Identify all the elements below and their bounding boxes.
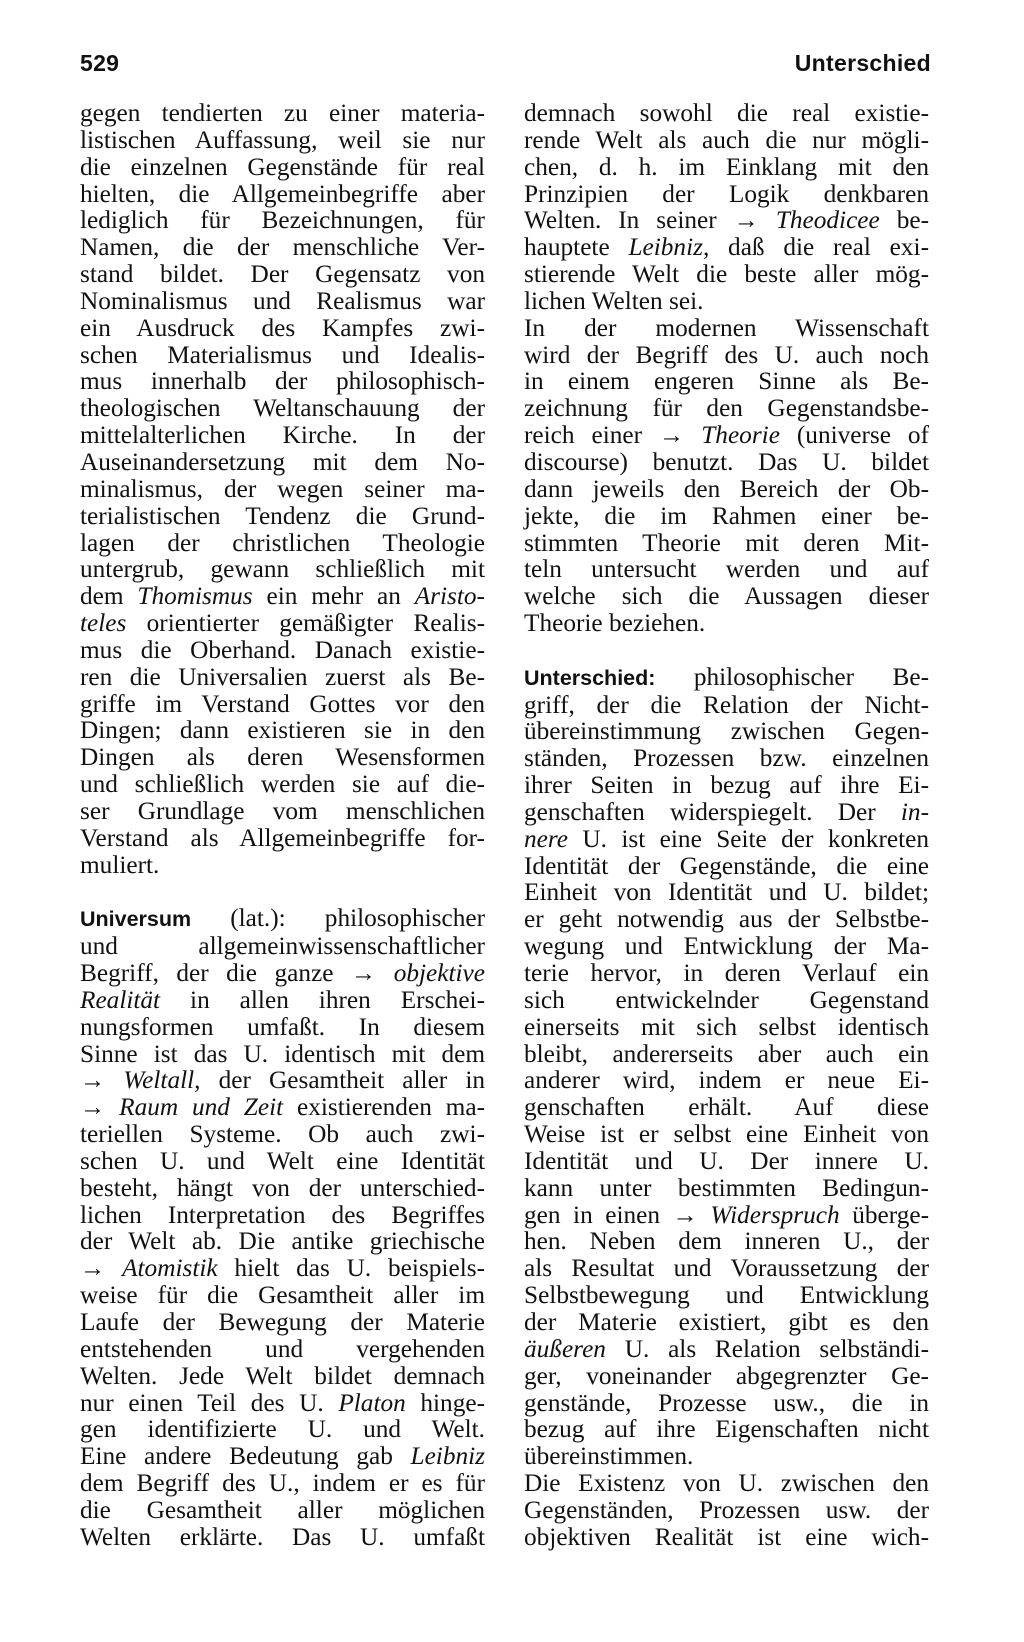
text-fragment: die Gesamtheit aller möglichen	[80, 1495, 485, 1524]
text-fragment: Nominalismus und Realismus war	[80, 286, 485, 315]
cross-reference-term: Theodicee	[775, 206, 880, 235]
text-line	[524, 100, 929, 127]
text-line	[524, 476, 929, 503]
text-fragment: überge-	[839, 1200, 930, 1229]
text-fragment: Weise ist er selbst eine Einheit von	[524, 1120, 929, 1149]
text-line	[80, 744, 485, 771]
text-line	[80, 261, 485, 288]
text-fragment: dem Begriff des U., indem er es für	[80, 1469, 485, 1498]
text-fragment: Die Existenz von U. zwischen den	[524, 1469, 929, 1498]
text-line	[524, 395, 929, 422]
text-fragment: nungsformen umfaßt. In diesem	[80, 1012, 485, 1041]
page-number: 529	[80, 50, 120, 76]
text-fragment: Einheit von Identität und U. bildet;	[524, 878, 929, 907]
text-fragment: kann unter bestimmten Bedingun-	[524, 1173, 929, 1202]
text-line	[524, 1175, 929, 1202]
text-fragment: Selbstbewegung und Entwicklung	[524, 1281, 929, 1310]
text-line	[80, 1228, 485, 1255]
text-line	[80, 395, 485, 422]
text-fragment: in allen ihren Erschei-	[160, 985, 485, 1014]
text-line	[80, 1524, 485, 1551]
cross-reference-term: objektive	[393, 959, 485, 987]
text-line	[80, 368, 485, 395]
paragraph-gap	[80, 878, 485, 905]
text-line	[524, 368, 929, 395]
text-fragment: Theorie beziehen.	[524, 609, 706, 638]
text-fragment: die einzelnen Gegenstände für real	[80, 152, 485, 181]
text-line	[524, 1524, 929, 1551]
text-line	[524, 127, 929, 154]
text-line	[524, 530, 929, 557]
text-line	[80, 181, 485, 208]
text-line	[524, 772, 929, 799]
text-line	[80, 664, 485, 691]
text-fragment: gen identifizierte U. und Welt.	[80, 1415, 485, 1444]
text-fragment: Gegenständen, Prozessen usw. der	[524, 1495, 929, 1524]
text-line	[524, 1228, 929, 1255]
text-line	[80, 1094, 485, 1121]
text-line	[80, 1443, 485, 1470]
cross-reference-term: Leibniz	[410, 1442, 485, 1471]
text-line	[80, 530, 485, 557]
text-fragment: Sinne ist das U. identisch mit dem	[80, 1039, 485, 1068]
text-line	[80, 1175, 485, 1202]
text-line	[80, 1336, 485, 1363]
text-fragment: mus innerhalb der philosophisch-	[80, 367, 485, 396]
text-line	[524, 207, 929, 234]
text-line	[80, 449, 485, 476]
text-line	[524, 879, 929, 906]
text-fragment: U. als Relation selbständi-	[605, 1334, 929, 1363]
text-fragment: Dingen als deren Wesensformen	[80, 743, 485, 772]
text-fragment: Auseinandersetzung mit dem No-	[80, 447, 485, 476]
text-fragment: griffe im Verstand Gottes vor den	[80, 689, 485, 718]
text-line	[524, 1282, 929, 1309]
text-fragment: In der modernen Wissenschaft	[524, 313, 929, 342]
cross-reference-term: Aristo-	[414, 582, 485, 611]
text-fragment: ihrer Seiten in bezug auf ihre Ei-	[524, 771, 929, 800]
text-line	[524, 288, 929, 315]
text-line	[80, 100, 485, 127]
text-fragment: gen in einen →	[524, 1200, 711, 1229]
text-line	[80, 960, 485, 987]
text-fragment: stand bildet. Der Gegensatz von	[80, 260, 485, 289]
text-fragment: theologischen Weltanschauung der	[80, 394, 485, 423]
text-line	[524, 960, 929, 987]
text-line	[80, 556, 485, 583]
text-fragment: ser Grundlage vom menschlichen	[80, 796, 485, 825]
text-fragment: Laufe der Bewegung der Materie	[80, 1307, 485, 1336]
text-line	[80, 987, 485, 1014]
text-line	[524, 503, 929, 530]
text-line	[80, 1121, 485, 1148]
text-fragment: wird der Begriff des U. auch noch	[524, 340, 929, 369]
text-fragment: U. ist eine Seite der konkreten	[568, 824, 929, 853]
text-fragment: bezug auf ihre Eigenschaften nicht	[524, 1415, 929, 1444]
text-line	[80, 315, 485, 342]
text-fragment: sich entwickelnder Gegenstand	[524, 985, 929, 1014]
text-line	[80, 852, 485, 879]
text-fragment: →	[80, 1093, 120, 1122]
text-fragment: minalismus, der wegen seiner ma-	[80, 474, 485, 503]
text-line	[524, 1443, 929, 1470]
text-line	[524, 987, 929, 1014]
text-fragment: terie hervor, in deren Verlauf ein	[524, 959, 929, 987]
text-fragment: der Welt ab. Die antike griechische	[80, 1227, 485, 1256]
text-line	[524, 1094, 929, 1121]
text-line	[524, 933, 929, 960]
text-fragment: bleibt, andererseits aber auch ein	[524, 1039, 929, 1068]
cross-reference-term: in-	[900, 797, 929, 826]
text-line	[524, 261, 929, 288]
text-line	[524, 1363, 929, 1390]
text-fragment: hinge-	[405, 1388, 486, 1417]
text-fragment: genschaften erhält. Auf diese	[524, 1093, 929, 1122]
text-line	[80, 1309, 485, 1336]
text-fragment: daß die real exi-	[709, 233, 929, 262]
text-fragment: griff, der die Relation der Nicht-	[524, 690, 929, 719]
text-fragment: nur einen Teil des U.	[80, 1388, 339, 1417]
text-line	[80, 1416, 485, 1443]
text-fragment: lichen Interpretation des Begriffes	[80, 1200, 485, 1229]
text-line	[524, 1470, 929, 1497]
text-line	[80, 905, 485, 933]
text-line	[80, 1282, 485, 1309]
text-fragment: orientierter gemäßigter Realis-	[126, 609, 485, 638]
text-line	[524, 1041, 929, 1068]
text-fragment: (universe of	[779, 421, 930, 450]
text-line	[524, 1309, 929, 1336]
text-fragment: Welten erklärte. Das U. umfaßt	[80, 1522, 485, 1551]
cross-reference-term: nere	[524, 824, 569, 853]
paragraph-gap	[524, 637, 929, 664]
text-line	[80, 1255, 485, 1282]
text-fragment: dem	[80, 582, 138, 611]
text-fragment: ger, voneinander abgegrenzter Ge-	[524, 1361, 929, 1390]
text-fragment: und schließlich werden sie auf die-	[80, 770, 485, 799]
cross-reference-term: teles	[80, 609, 127, 638]
text-line	[80, 1497, 485, 1524]
text-fragment: (lat.): philosophischer	[191, 904, 485, 933]
text-fragment: hielten, die Allgemeinbegriffe aber	[80, 179, 485, 208]
text-line	[80, 825, 485, 852]
text-fragment: →	[80, 1066, 124, 1095]
text-fragment: untergrub, gewann schließlich mit	[80, 555, 485, 584]
text-line	[80, 127, 485, 154]
text-fragment: hauptete	[524, 233, 629, 262]
text-fragment: schen Materialismus und Idealis-	[80, 340, 485, 369]
cross-reference-term: Theorie	[701, 421, 780, 450]
text-fragment: Welten. In seiner →	[524, 206, 776, 235]
text-line	[80, 583, 485, 610]
text-fragment: ständen, Prozessen bzw. einzelnen	[524, 744, 929, 773]
text-line	[524, 315, 929, 342]
text-line	[80, 422, 485, 449]
text-line	[524, 583, 929, 610]
text-fragment: schen U. und Welt eine Identität	[80, 1146, 485, 1175]
text-line	[524, 826, 929, 853]
cross-reference-term: Thomismus	[137, 582, 253, 611]
text-fragment: dann jeweils den Bereich der Ob-	[524, 474, 929, 503]
text-line	[524, 342, 929, 369]
text-fragment: chen, d. h. im Einklang mit den	[524, 152, 929, 181]
text-line	[80, 610, 485, 637]
text-line	[524, 1014, 929, 1041]
text-fragment: terialistischen Tendenz die Grund-	[80, 501, 485, 530]
text-line	[80, 1470, 485, 1497]
text-line	[524, 664, 929, 692]
text-line	[80, 503, 485, 530]
text-fragment: rende Welt als auch die nur mögli-	[524, 125, 929, 154]
text-line	[524, 853, 929, 880]
text-fragment: be-	[879, 206, 930, 235]
text-fragment: der Gesamtheit aller in	[200, 1066, 486, 1095]
text-line	[524, 906, 929, 933]
text-line	[524, 718, 929, 745]
text-fragment: Identität und U. Der innere U.	[524, 1146, 929, 1175]
text-fragment: muliert.	[80, 850, 160, 879]
text-line	[80, 1067, 485, 1094]
text-fragment: teriellen Systeme. Ob auch zwi-	[80, 1120, 485, 1149]
text-line	[80, 691, 485, 718]
text-line	[524, 181, 929, 208]
text-line	[80, 771, 485, 798]
text-fragment: lichen Welten sei.	[524, 286, 704, 315]
cross-reference-term: Platon	[338, 1388, 406, 1417]
text-line	[80, 1041, 485, 1068]
text-line	[524, 799, 929, 826]
text-fragment: jekte, die im Rahmen einer be-	[524, 501, 929, 530]
text-line	[524, 1148, 929, 1175]
text-fragment: in einem engeren Sinne als Be-	[524, 367, 929, 396]
text-fragment: einerseits mit sich selbst identisch	[524, 1012, 929, 1041]
text-fragment: besteht, hängt von der unterschied-	[80, 1173, 485, 1202]
left-column	[80, 100, 485, 1551]
text-fragment: Begriff, der die ganze →	[80, 959, 394, 987]
text-fragment: demnach sowohl die real existie-	[524, 99, 929, 127]
text-fragment: entstehenden und vergehenden	[80, 1334, 485, 1363]
text-fragment: Prinzipien der Logik denkbaren	[524, 179, 929, 208]
text-fragment: und allgemeinwissenschaftlicher	[80, 932, 485, 961]
text-line	[80, 342, 485, 369]
text-fragment: ein mehr an	[252, 582, 415, 611]
right-column	[524, 100, 929, 1551]
cross-reference-term: Widerspruch	[710, 1200, 840, 1229]
text-fragment: anderer wird, indem er neue Ei-	[524, 1066, 929, 1095]
text-line	[524, 745, 929, 772]
text-line	[524, 1255, 929, 1282]
text-fragment: ein Ausdruck des Kampfes zwi-	[80, 313, 485, 342]
text-line	[524, 234, 929, 261]
cross-reference-term: Raum und Zeit	[119, 1093, 284, 1122]
text-fragment: Namen, die der menschliche Ver-	[80, 233, 485, 262]
text-fragment: objektiven Realität ist eine wich-	[524, 1522, 929, 1551]
text-line	[80, 798, 485, 825]
text-line	[80, 933, 485, 960]
text-fragment: übereinstimmung zwischen Gegen-	[524, 717, 929, 746]
text-fragment: ren die Universalien zuerst als Be-	[80, 662, 485, 691]
text-line	[524, 692, 929, 719]
text-fragment: weise für die Gesamtheit aller im	[80, 1281, 485, 1310]
text-line	[80, 1363, 485, 1390]
text-fragment: gegen tendierten zu einer materia-	[80, 99, 485, 127]
text-line	[80, 234, 485, 261]
text-line	[524, 1121, 929, 1148]
text-fragment: philosophischer Be-	[655, 662, 929, 691]
text-fragment: welche sich die Aussagen dieser	[524, 582, 929, 611]
text-line	[80, 1148, 485, 1175]
cross-reference-term: Leibniz,	[628, 233, 710, 262]
text-line	[524, 449, 929, 476]
text-line	[524, 1390, 929, 1417]
text-fragment: wegung und Entwicklung der Ma-	[524, 932, 929, 961]
cross-reference-term: Weltall,	[123, 1066, 201, 1095]
text-line	[80, 1202, 485, 1229]
text-line	[524, 1497, 929, 1524]
text-line	[80, 476, 485, 503]
text-fragment: Dingen; dann existieren sie in den	[80, 716, 485, 745]
text-fragment: stierende Welt die beste aller mög-	[524, 260, 929, 289]
text-fragment: er geht notwendig aus der Selbstbe-	[524, 905, 929, 934]
text-fragment: als Resultat und Voraussetzung der	[524, 1254, 929, 1283]
text-fragment: mittelalterlichen Kirche. In der	[80, 421, 485, 450]
text-line	[524, 154, 929, 181]
text-fragment: hen. Neben dem inneren U., der	[524, 1227, 929, 1256]
entry-headword: Universum	[80, 907, 192, 932]
text-fragment: Verstand als Allgemeinbegriffe for-	[80, 823, 485, 852]
text-fragment: existierenden ma-	[283, 1093, 486, 1122]
text-line	[80, 288, 485, 315]
text-fragment: Eine andere Bedeutung gab	[80, 1442, 411, 1471]
running-title: Unterschied	[794, 50, 931, 76]
text-line	[80, 637, 485, 664]
text-line	[524, 422, 929, 449]
text-fragment: übereinstimmen.	[524, 1442, 694, 1471]
text-line	[80, 1390, 485, 1417]
text-fragment: discourse) benutzt. Das U. bildet	[524, 447, 929, 476]
text-line	[80, 1014, 485, 1041]
text-line	[524, 1067, 929, 1094]
text-fragment: genstände, Prozesse usw., die in	[524, 1388, 929, 1417]
text-fragment: zeichnung für den Gegenstandsbe-	[524, 394, 929, 423]
text-fragment: →	[80, 1254, 123, 1283]
text-fragment: Welten. Jede Welt bildet demnach	[80, 1361, 485, 1390]
text-line	[80, 154, 485, 181]
text-line	[524, 556, 929, 583]
text-line	[80, 717, 485, 744]
text-line	[80, 207, 485, 234]
text-fragment: listischen Auffassung, weil sie nur	[80, 125, 485, 154]
text-line	[524, 1336, 929, 1363]
entry-headword: Unterschied:	[524, 665, 656, 690]
text-fragment: Identität der Gegenstände, die eine	[524, 851, 929, 880]
cross-reference-term: äußeren	[524, 1334, 606, 1363]
page-header	[80, 50, 931, 82]
text-fragment: stimmten Theorie mit deren Mit-	[524, 528, 929, 557]
text-line	[524, 1416, 929, 1443]
text-fragment: teln untersucht werden und auf	[524, 555, 929, 584]
text-line	[524, 1202, 929, 1229]
text-fragment: hielt das U. beispiels-	[217, 1254, 485, 1283]
text-fragment: reich einer →	[524, 421, 702, 450]
text-fragment: lediglich für Bezeichnungen, für	[80, 206, 485, 235]
text-fragment: mus die Oberhand. Danach existie-	[80, 635, 485, 664]
cross-reference-term: Realität	[80, 985, 161, 1014]
text-fragment: der Materie existiert, gibt es den	[524, 1307, 929, 1336]
cross-reference-term: Atomistik	[122, 1254, 218, 1283]
text-line	[524, 610, 929, 637]
text-fragment: genschaften widerspiegelt. Der	[524, 797, 901, 826]
text-fragment: lagen der christlichen Theologie	[80, 528, 485, 557]
